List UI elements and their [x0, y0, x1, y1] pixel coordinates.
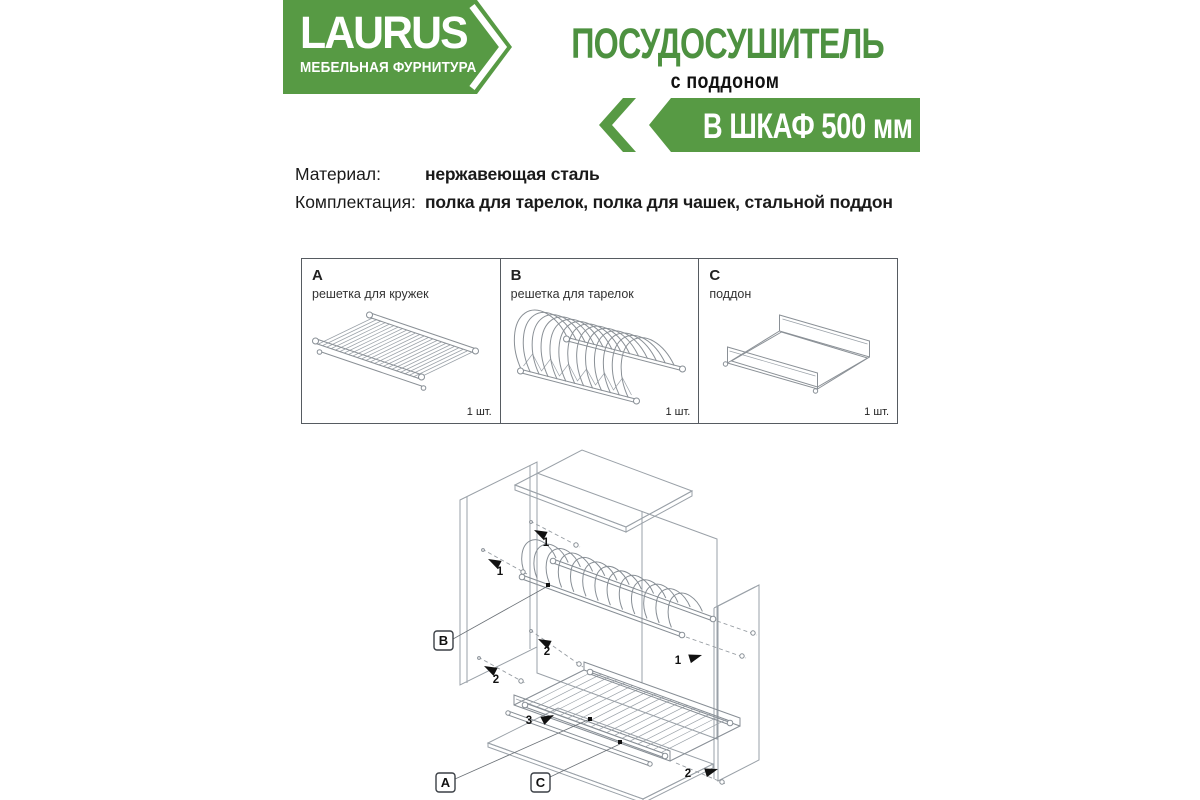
plate-rack-part — [519, 540, 716, 638]
spec-row-material — [295, 160, 893, 188]
step-label: 1 — [496, 566, 504, 578]
callout-b: B — [438, 633, 449, 648]
part-letter: B — [510, 267, 522, 284]
part-name: решетка для тарелок — [510, 287, 634, 301]
step-label: 1 — [674, 655, 682, 667]
specs-block — [295, 160, 893, 216]
contents-value: полка для тарелок, полка для чашек, стальной поддон — [425, 192, 893, 212]
part-name: поддон — [709, 287, 752, 301]
step-label: 1 — [542, 537, 550, 549]
part-box-a — [302, 259, 501, 423]
brand-logo-block — [300, 7, 500, 76]
assembly-diagram — [430, 443, 790, 800]
callout-c: C — [535, 775, 546, 790]
part-callouts — [434, 583, 622, 792]
tray-part — [506, 662, 740, 766]
size-banner-text: В ШКАФ 500 мм — [702, 107, 913, 146]
brand-tagline: МЕБЕЛЬНАЯ ФУРНИТУРА — [300, 60, 477, 76]
mug-rack-illustration — [308, 297, 493, 409]
cabinet-right-panel — [714, 585, 759, 781]
part-box-c — [699, 259, 897, 423]
part-box-b — [501, 259, 700, 423]
chevron-left-icon — [599, 98, 636, 152]
page-title: ПОСУДОСУШИТЕЛЬ — [571, 20, 884, 68]
tray-illustration — [706, 291, 891, 409]
material-value: нержавеющая сталь — [425, 164, 600, 184]
size-banner — [598, 98, 920, 152]
arrow-right-icon — [704, 765, 719, 777]
contents-label: Комплектация: — [295, 192, 416, 212]
parts-row — [301, 258, 898, 424]
callout-a: A — [440, 775, 451, 790]
step-label: 2 — [492, 674, 500, 686]
part-letter: C — [709, 267, 721, 284]
arrow-right-icon — [688, 651, 703, 663]
part-letter: A — [312, 267, 323, 284]
step-label: 3 — [525, 715, 533, 727]
step-label: 2 — [684, 768, 692, 780]
brand-logo: LAURUS — [300, 7, 467, 58]
step-arrows — [482, 526, 719, 777]
part-qty: 1 шт. — [665, 406, 691, 418]
part-name: решетка для кружек — [312, 287, 429, 301]
material-label: Материал: — [295, 164, 381, 184]
step-label: 2 — [543, 646, 551, 658]
plate-rack-illustration — [507, 291, 692, 409]
mounting-guides — [478, 521, 757, 785]
page-subtitle: с поддоном — [670, 70, 780, 93]
spec-row-contents — [295, 188, 893, 216]
part-qty: 1 шт. — [864, 406, 890, 418]
brand-banner — [283, 0, 515, 94]
part-qty: 1 шт. — [466, 406, 492, 418]
